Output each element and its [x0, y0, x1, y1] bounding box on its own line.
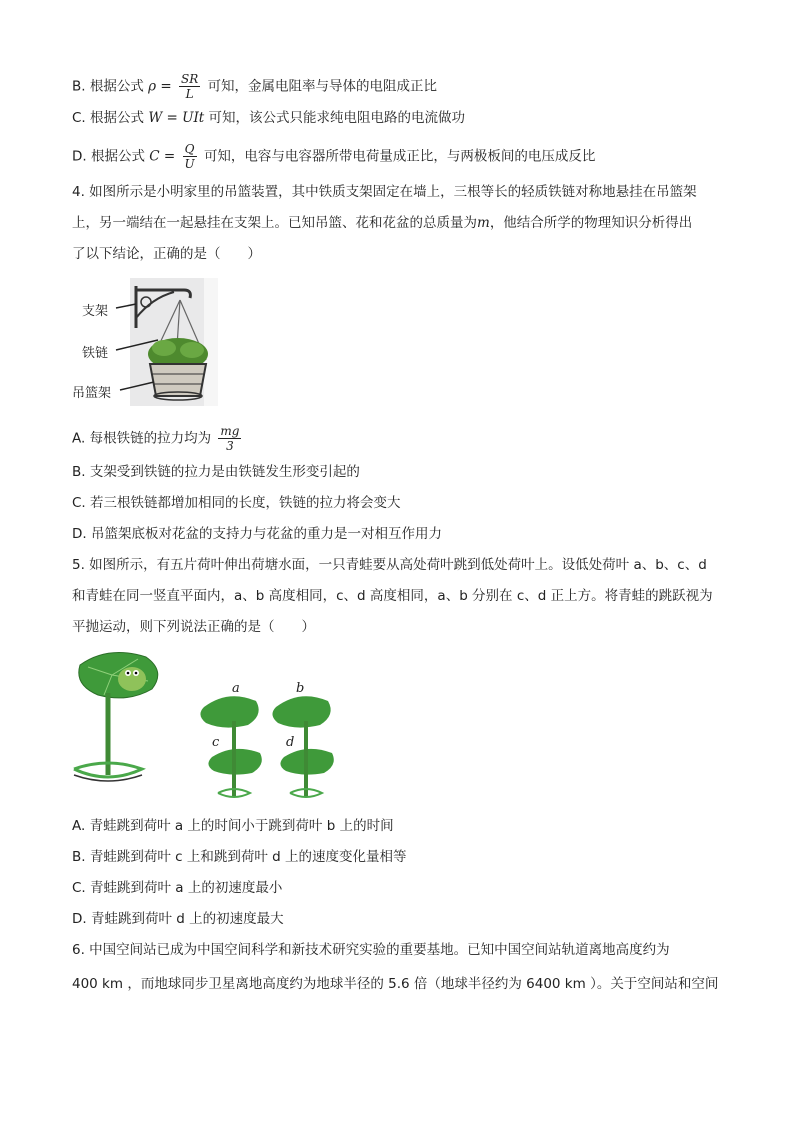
q5-option-b: B. 青蛙跳到荷叶 c 上和跳到荷叶 d 上的速度变化量相等	[72, 849, 407, 865]
q3-option-b-denominator: L	[185, 87, 194, 101]
q3-option-b-text: 可知，金属电阻率与导体的电阻成正比	[207, 78, 438, 95]
q4-stem-line3: 了以下结论，正确的是（ ）	[72, 246, 261, 262]
q3-option-d-numerator: Q	[183, 142, 197, 157]
lotus-leaves-figure	[68, 645, 368, 805]
q4-mass-variable: m	[477, 215, 490, 231]
q5-option-d: D. 青蛙跳到荷叶 d 上的初速度最大	[72, 911, 284, 927]
q5-option-a: A. 青蛙跳到荷叶 a 上的时间小于跳到荷叶 b 上的时间	[72, 818, 394, 834]
leaf-a-label: a	[232, 681, 240, 696]
chain-label: 铁链	[82, 346, 109, 361]
q4-option-b: B. 支架受到铁链的拉力是由铁链发生形变引起的	[72, 464, 360, 480]
q5-stem-line2: 和青蛙在同一竖直平面内，a、b 高度相同，c、d 高度相同，a、b 分别在 c、d 正上方。将青蛙的跳跃视为	[72, 588, 713, 604]
q3-option-b-prefix: B. 根据公式	[72, 78, 144, 95]
q3-option-d-text: 可知，电容与电容器所带电荷量成正比，与两极板间的电压成反比	[203, 148, 596, 165]
q3-option-b-numerator: SR	[181, 72, 199, 86]
q4-option-a-numerator: mg	[220, 424, 240, 438]
q3-option-b	[72, 72, 437, 101]
basket-frame-label: 吊篮架	[72, 386, 112, 401]
q4-option-a-denominator: 3	[226, 439, 234, 453]
leaf-c-label: c	[212, 735, 220, 750]
q6-stem-line2: 400 km ，而地球同步卫星离地高度约为地球半径的 5.6 倍（地球半径约为 6400 km ）。关于空间站和空间	[72, 976, 719, 992]
q3-option-c-text: 可知，该公式只能求纯电阻电路的电流做功	[208, 110, 466, 126]
q4-option-a-fraction	[218, 424, 241, 453]
q5-stem-line1: 5. 如图所示，有五片荷叶伸出荷塘水面，一只青蛙要从高处荷叶跳到低处荷叶上。设低处荷叶 a、b、c、d	[72, 557, 707, 573]
q4-stem-line1: 4. 如图所示是小明家里的吊篮装置，其中铁质支架固定在墙上，三根等长的轻质铁链对称地悬挂在吊篮架	[72, 184, 697, 200]
bracket-label: 支架	[82, 304, 109, 319]
q4-option-d: D. 吊篮架底板对花盆的支持力与花盆的重力是一对相互作用力	[72, 526, 442, 542]
q3-option-c-prefix: C. 根据公式	[72, 110, 145, 126]
q3-option-d-fraction	[183, 142, 197, 171]
q3-option-c-formula: W = UIt	[148, 110, 205, 126]
q3-option-d-denominator: U	[184, 157, 195, 171]
leaf-b-label: b	[296, 681, 305, 696]
lotus-leaves-illustration	[68, 645, 368, 805]
q4-stem-line2-post: ，他结合所学的物理知识分析得出	[489, 215, 693, 231]
q3-option-b-fraction	[179, 72, 200, 101]
q6-stem-line1: 6. 中国空间站已成为中国空间科学和新技术研究实验的重要基地。已知中国空间站轨道离地高度约为	[72, 942, 670, 958]
q3-option-d-formula-lhs: C =	[149, 148, 176, 165]
hanging-basket-figure	[72, 278, 222, 406]
q4-option-a	[72, 424, 244, 453]
q5-option-c: C. 青蛙跳到荷叶 a 上的初速度最小	[72, 880, 283, 896]
q3-option-d-prefix: D. 根据公式	[72, 148, 145, 165]
q4-stem-line2-pre: 上，另一端结在一起悬挂在支架上。已知吊篮、花和花盆的总质量为	[72, 215, 477, 231]
q3-option-b-formula-lhs: ρ =	[148, 78, 172, 95]
q3-option-c	[72, 108, 465, 128]
q5-stem-line3: 平抛运动，则下列说法正确的是（ ）	[72, 619, 315, 635]
q4-option-c: C. 若三根铁链都增加相同的长度，铁链的拉力将会变大	[72, 495, 401, 511]
q3-option-d	[72, 142, 595, 171]
q4-option-a-prefix: A. 每根铁链的拉力均为	[72, 430, 212, 447]
leaf-d-label: d	[286, 735, 295, 750]
q4-stem-line2	[72, 213, 692, 233]
